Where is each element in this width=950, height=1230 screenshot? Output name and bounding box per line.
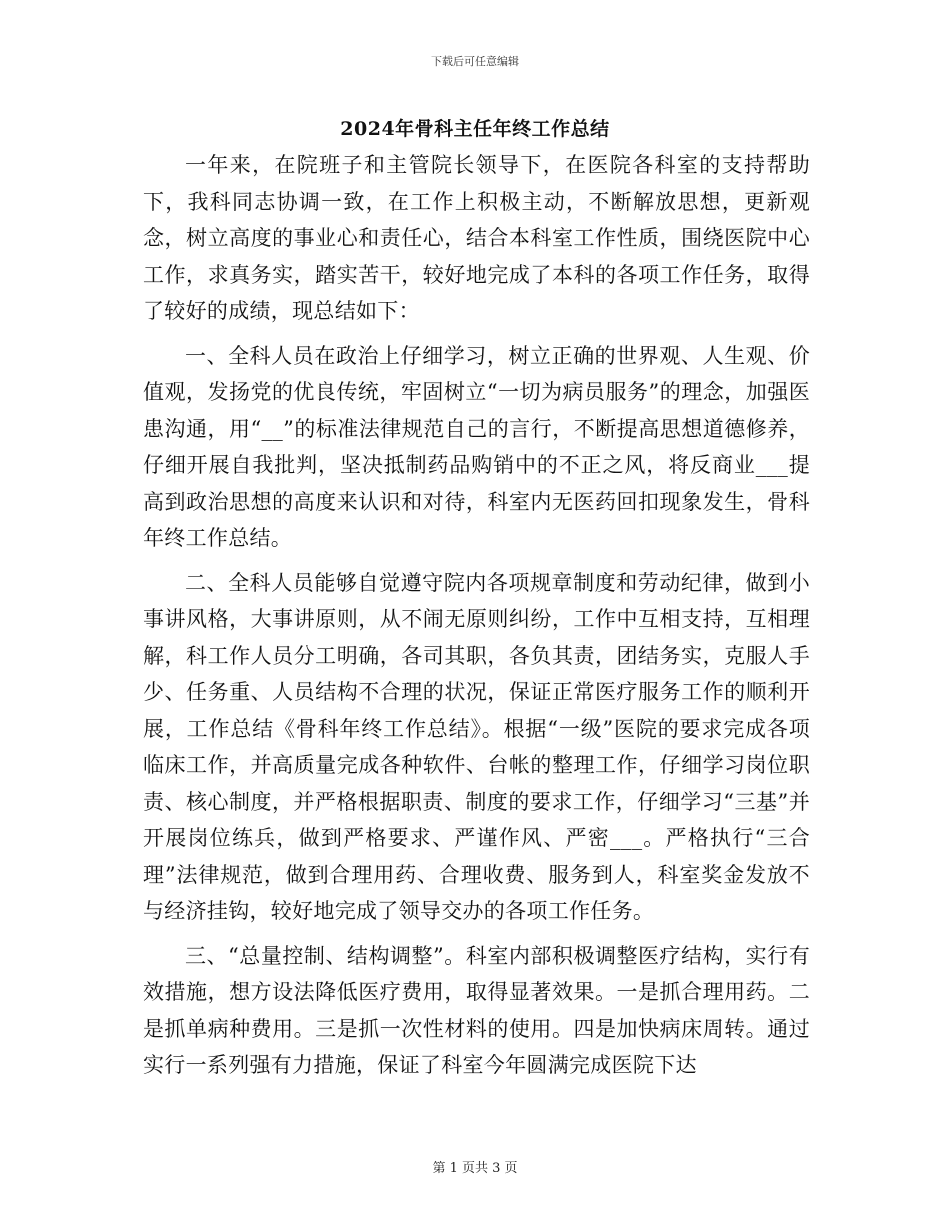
header-note: 下载后可任意编辑 [431,55,519,68]
document-title: 2024年骨科主任年终工作总结 [340,118,610,140]
page-number: 第 1 页共 3 页 [432,1161,518,1176]
paragraph-intro: 一年来，在院班子和主管院长领导下，在医院各科室的支持帮助下，我科同志协调一致，在工作上积极主动，不断解放思想，更新观念，树立高度的事业心和责任心，结合本科室工作性质，围绕医院中心工作，求真务实，踏实苦干，较好地完成了本科的各项工作任务，取得了较好的成绩，现总结如下： [143,153,810,323]
document-body [143,147,810,1092]
paragraph-section-3: 三、“总量控制、结构调整”。科室内部积极调整医疗结构，实行有效措施，想方设法降低医疗费用，取得显著效果。一是抓合理用药。二是抓单病种费用。三是抓一次性材料的使用。四是加快病床周转。通过实行一系列强有力措施，保证了科室今年圆满完成医院下达 [143,943,810,1077]
paragraph-section-1: 一、全科人员在政治上仔细学习，树立正确的世界观、人生观、价值观，发扬党的优良传统，牢固树立“一切为病员服务”的理念，加强医患沟通，用“__”的标准法律规范自己的言行，不断提高思想道德修养，仔细开展自我批判，坚决抵制药品购销中的不正之风，将反商业___提高到政治思想的高度来认识和对待，科室内无医药回扣现象发生，骨科年终工作总结。 [143,343,810,550]
paragraph-section-2: 二、全科人员能够自觉遵守院内各项规章制度和劳动纪律，做到小事讲风格，大事讲原则，从不闹无原则纠纷，工作中互相支持，互相理解，科工作人员分工明确，各司其职，各负其责，团结务实，克服人手少、任务重、人员结构不合理的状况，保证正常医疗服务工作的顺利开展，工作总结《骨科年终工作总结》。根据“一级”医院的要求完成各项临床工作，并高质量完成各种软件、台帐的整理工作，仔细学习岗位职责、核心制度，并严格根据职责、制度的要求工作，仔细学习“三基”并开展岗位练兵，做到严格要求、严谨作风、严密___。严格执行“三合理”法律规范，做到合理用药、合理收费、服务到人，科室奖金发放不与经济挂钩，较好地完成了领导交办的各项工作任务。 [143,570,810,923]
